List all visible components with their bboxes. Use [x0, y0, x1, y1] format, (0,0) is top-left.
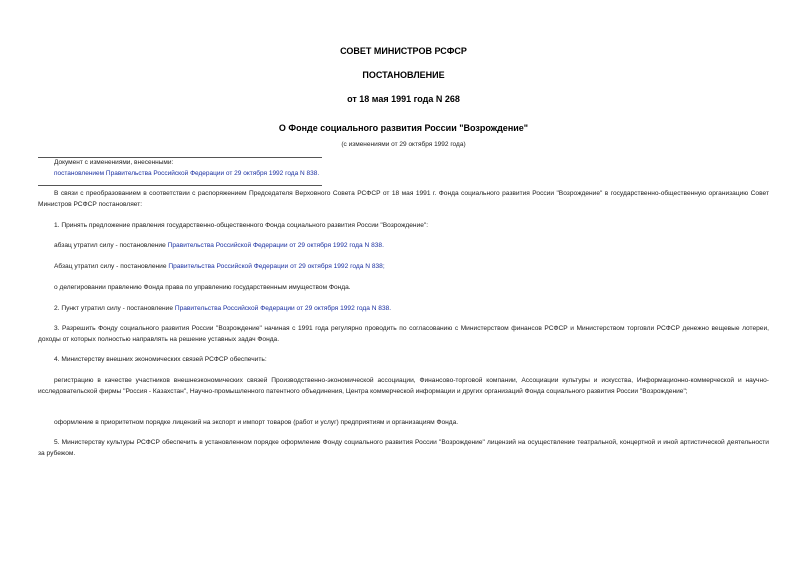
intro-paragraph: В связи с преобразованием в соответствии с распоряжением Председателя Верховного Совета РСФСР от 18 мая 1991 г. Фонда социального развития России "Возрождение" в государственно-общественную организацию Совет Министров РСФСР постановляет:	[38, 190, 769, 209]
amendment-subtitle: (с изменениями от 29 октября 1992 года)	[341, 141, 466, 148]
clause-2	[38, 303, 769, 314]
divider-bottom	[38, 185, 322, 186]
clause-4a: регистрацию в качестве участников внешнеэкономических связей Производственно-экономической ассоциации, Финансово-торговой компании, Ассоциации культуры и искусства, Информационно-коммерческой и научно-исследовательской фирмы "Россия - Казахстан", Научно-промышленного патентного объединения, Центра коммерческой информации и других организаций Фонда социального развития России "Возрождение";	[38, 377, 769, 396]
document-type: ПОСТАНОВЛЕНИЕ	[362, 70, 445, 80]
clause-1: 1. Принять предложение правления государственно-общественного Фонда социального развития России "Возрождение":	[54, 222, 429, 229]
amendment-note-link[interactable]: постановлением Правительства Российской Федерации от 29 октября 1992 года N 838.	[54, 170, 320, 177]
clause-5: 5. Министерству культуры РСФСР обеспечить в установленном порядке оформление Фонду социального развития России "Возрождение" лицензий на осуществление театральной, концертной и иной артистической деятельности за рубежом.	[38, 439, 769, 458]
clause-1b-text: Абзац утратил силу - постановление	[54, 263, 169, 270]
clause-4: 4. Министерству внешних экономических связей РСФСР обеспечить:	[54, 356, 267, 363]
document-title: О Фонде социального развития России "Возрождение"	[278, 123, 529, 133]
clause-4b: оформление в приоритетном порядке лицензий на экспорт и импорт товаров (работ и услуг) предприятиям и организациям Фонда.	[54, 419, 459, 426]
clause-1c: о делегировании правлению Фонда права по управлению государственным имуществом Фонда.	[54, 284, 351, 291]
clause-2-link[interactable]: Правительства Российской Федерации от 29 октября 1992 года N 838.	[174, 305, 392, 312]
clause-1a	[38, 240, 769, 251]
amendment-note-label: Документ с изменениями, внесенными:	[54, 159, 174, 166]
divider-top	[38, 157, 322, 158]
clause-1a-text: абзац утратил силу - постановление	[54, 242, 168, 249]
document-date-number: от 18 мая 1991 года N 268	[347, 94, 460, 104]
clause-1b-link[interactable]: Правительства Российской Федерации от 29 октября 1992 года N 838;	[168, 263, 385, 270]
clause-1a-link[interactable]: Правительства Российской Федерации от 29 октября 1992 года N 838.	[167, 242, 384, 249]
clause-2-text: 2. Пункт утратил силу - постановление	[54, 305, 175, 312]
clause-3: 3. Разрешить Фонду социального развития России "Возрождение" начиная с 1991 года регулярно проводить по согласованию с Министерством финансов РСФСР и Министерством торговли РСФСР денежно вещевые лотереи, доходы от которых полностью направлять на решение уставных задач Фонда.	[38, 325, 769, 344]
clause-1b	[38, 261, 769, 272]
issuing-authority: СОВЕТ МИНИСТРОВ РСФСР	[340, 46, 467, 56]
